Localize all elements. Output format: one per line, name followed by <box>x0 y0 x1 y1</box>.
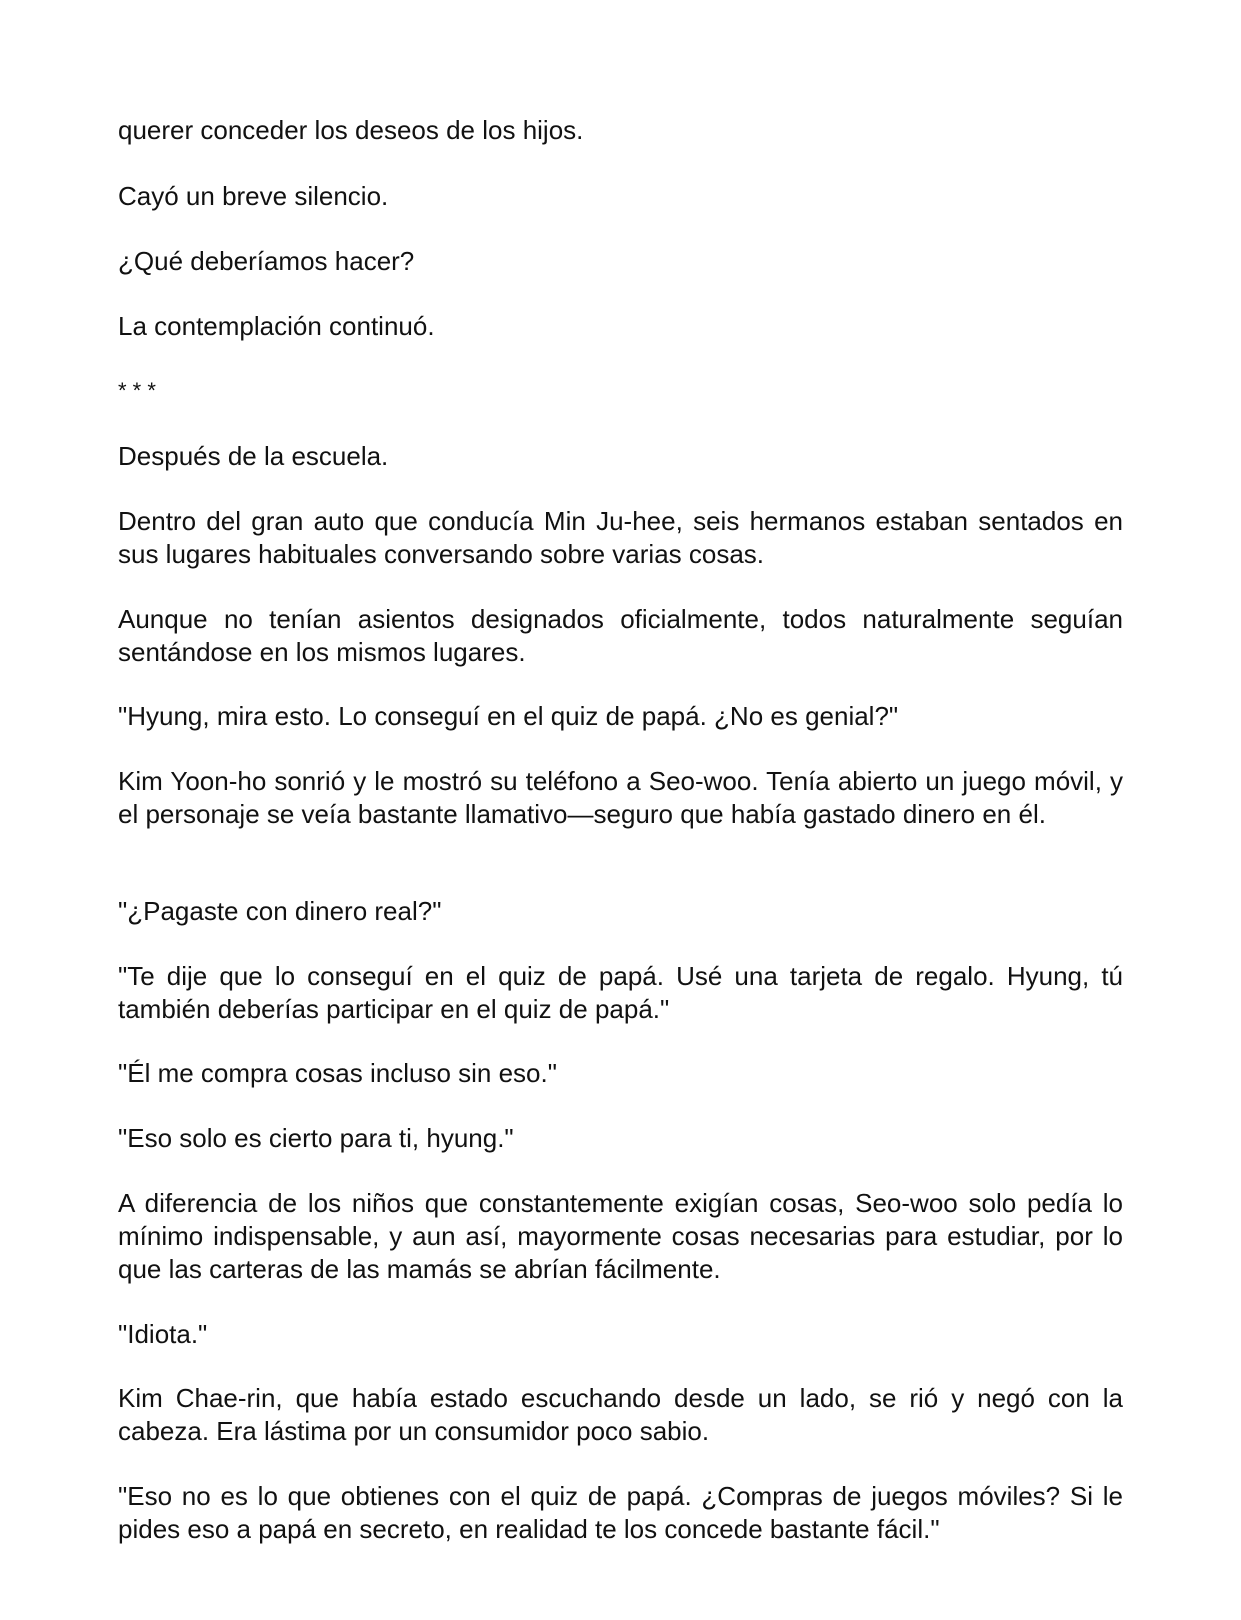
paragraph-3: ¿Qué deberíamos hacer? <box>118 246 415 276</box>
paragraph-12: "Te dije que lo conseguí en el quiz de papá. Usé una tarjeta de regalo. Hyung, tú también deberías participar en el quiz de papá." <box>118 961 1123 1024</box>
paragraph-4: La contemplación continuó. <box>118 311 435 341</box>
paragraph-16: "Idiota." <box>118 1319 208 1349</box>
paragraph-13: "Él me compra cosas incluso sin eso." <box>118 1058 557 1088</box>
paragraph-1: querer conceder los deseos de los hijos. <box>118 115 584 145</box>
paragraph-10: Kim Yoon-ho sonrió y le mostró su teléfono a Seo-woo. Tenía abierto un juego móvil, y el personaje se veía bastante llamativo—seguro que había gastado dinero en él. <box>118 766 1123 829</box>
paragraph-6: Después de la escuela. <box>118 441 389 471</box>
scene-break: * * * <box>118 378 156 403</box>
paragraph-15: A diferencia de los niños que constantemente exigían cosas, Seo-woo solo pedía lo mínimo indispensable, y aun así, mayormente cosas necesarias para estudiar, por lo que las carteras de las mamás se abrían fácilmente. <box>118 1188 1123 1284</box>
paragraph-18: "Eso no es lo que obtienes con el quiz de papá. ¿Compras de juegos móviles? Si le pides eso a papá en secreto, en realidad te los concede bastante fácil." <box>118 1481 1123 1544</box>
paragraph-7: Dentro del gran auto que conducía Min Ju-hee, seis hermanos estaban sentados en sus lugares habituales conversando sobre varias cosas. <box>118 506 1123 569</box>
paragraph-11: "¿Pagaste con dinero real?" <box>118 896 442 926</box>
paragraph-9: "Hyung, mira esto. Lo conseguí en el quiz de papá. ¿No es genial?" <box>118 701 899 731</box>
paragraph-8: Aunque no tenían asientos designados oficialmente, todos naturalmente seguían sentándose en los mismos lugares. <box>118 604 1123 667</box>
paragraph-14: "Eso solo es cierto para ti, hyung." <box>118 1123 514 1153</box>
paragraph-2: Cayó un breve silencio. <box>118 181 389 211</box>
paragraph-17: Kim Chae-rin, que había estado escuchando desde un lado, se rió y negó con la cabeza. Era lástima por un consumidor poco sabio. <box>118 1383 1123 1446</box>
